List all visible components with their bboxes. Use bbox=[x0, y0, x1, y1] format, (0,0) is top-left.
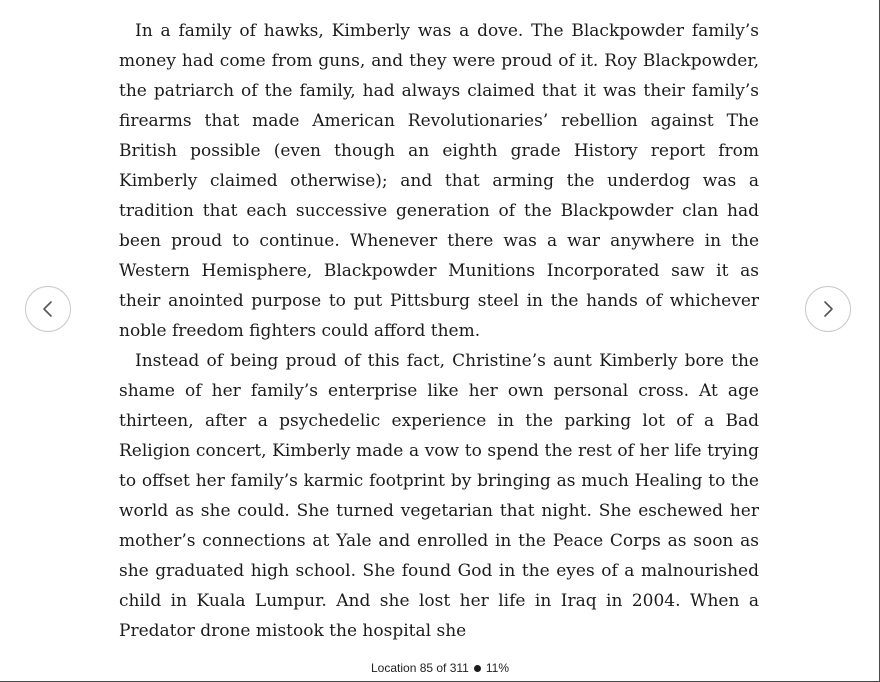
page-text bbox=[119, 16, 759, 646]
paragraph: Instead of being proud of this fact, Christine’s aunt Kimberly bore the shame of her family’s enterprise like her own personal cross. At age thirteen, after a psychedelic experience in the parking lot of a Bad Religion concert, Kimberly made a vow to spend the rest of her life trying to offset her family’s karmic footprint by bringing as much Healing to the world as she could. She turned vegetarian that night. She eschewed her mother’s connections at Yale and enrolled in the Peace Corps as soon as she graduated high school. She found God in the eyes of a malnourished child in Kuala Lumpur. And she lost her life in Iraq in 2004. When a Predator drone mistook the hospital she bbox=[119, 351, 759, 641]
next-page-button[interactable] bbox=[805, 286, 851, 332]
chevron-left-icon bbox=[39, 300, 57, 318]
percent-read: 11% bbox=[485, 661, 509, 675]
separator-dot bbox=[474, 665, 481, 672]
paragraph: In a family of hawks, Kimberly was a dove. The Blackpowder family’s money had come from guns, and they were proud of it. Roy Blackpowder, the patriarch of the family, had always claimed that it was their family’s firearms that made American Revolutionaries’ rebellion against The British possible (even though an eighth grade History report from Kimberly claimed otherwise); and that arming the underdog was a tradition that each successive generation of the Blackpowder clan had been proud to continue. Whenever there was a war anywhere in the Western Hemisphere, Blackpowder Munitions Incorporated saw it as their anointed purpose to put Pittsburg steel in the hands of whichever noble freedom fighters could afford them. bbox=[119, 21, 759, 341]
location-indicator: Location 85 of 311 bbox=[371, 661, 469, 675]
chevron-right-icon bbox=[819, 300, 837, 318]
reading-progress bbox=[0, 660, 880, 676]
previous-page-button[interactable] bbox=[25, 286, 71, 332]
